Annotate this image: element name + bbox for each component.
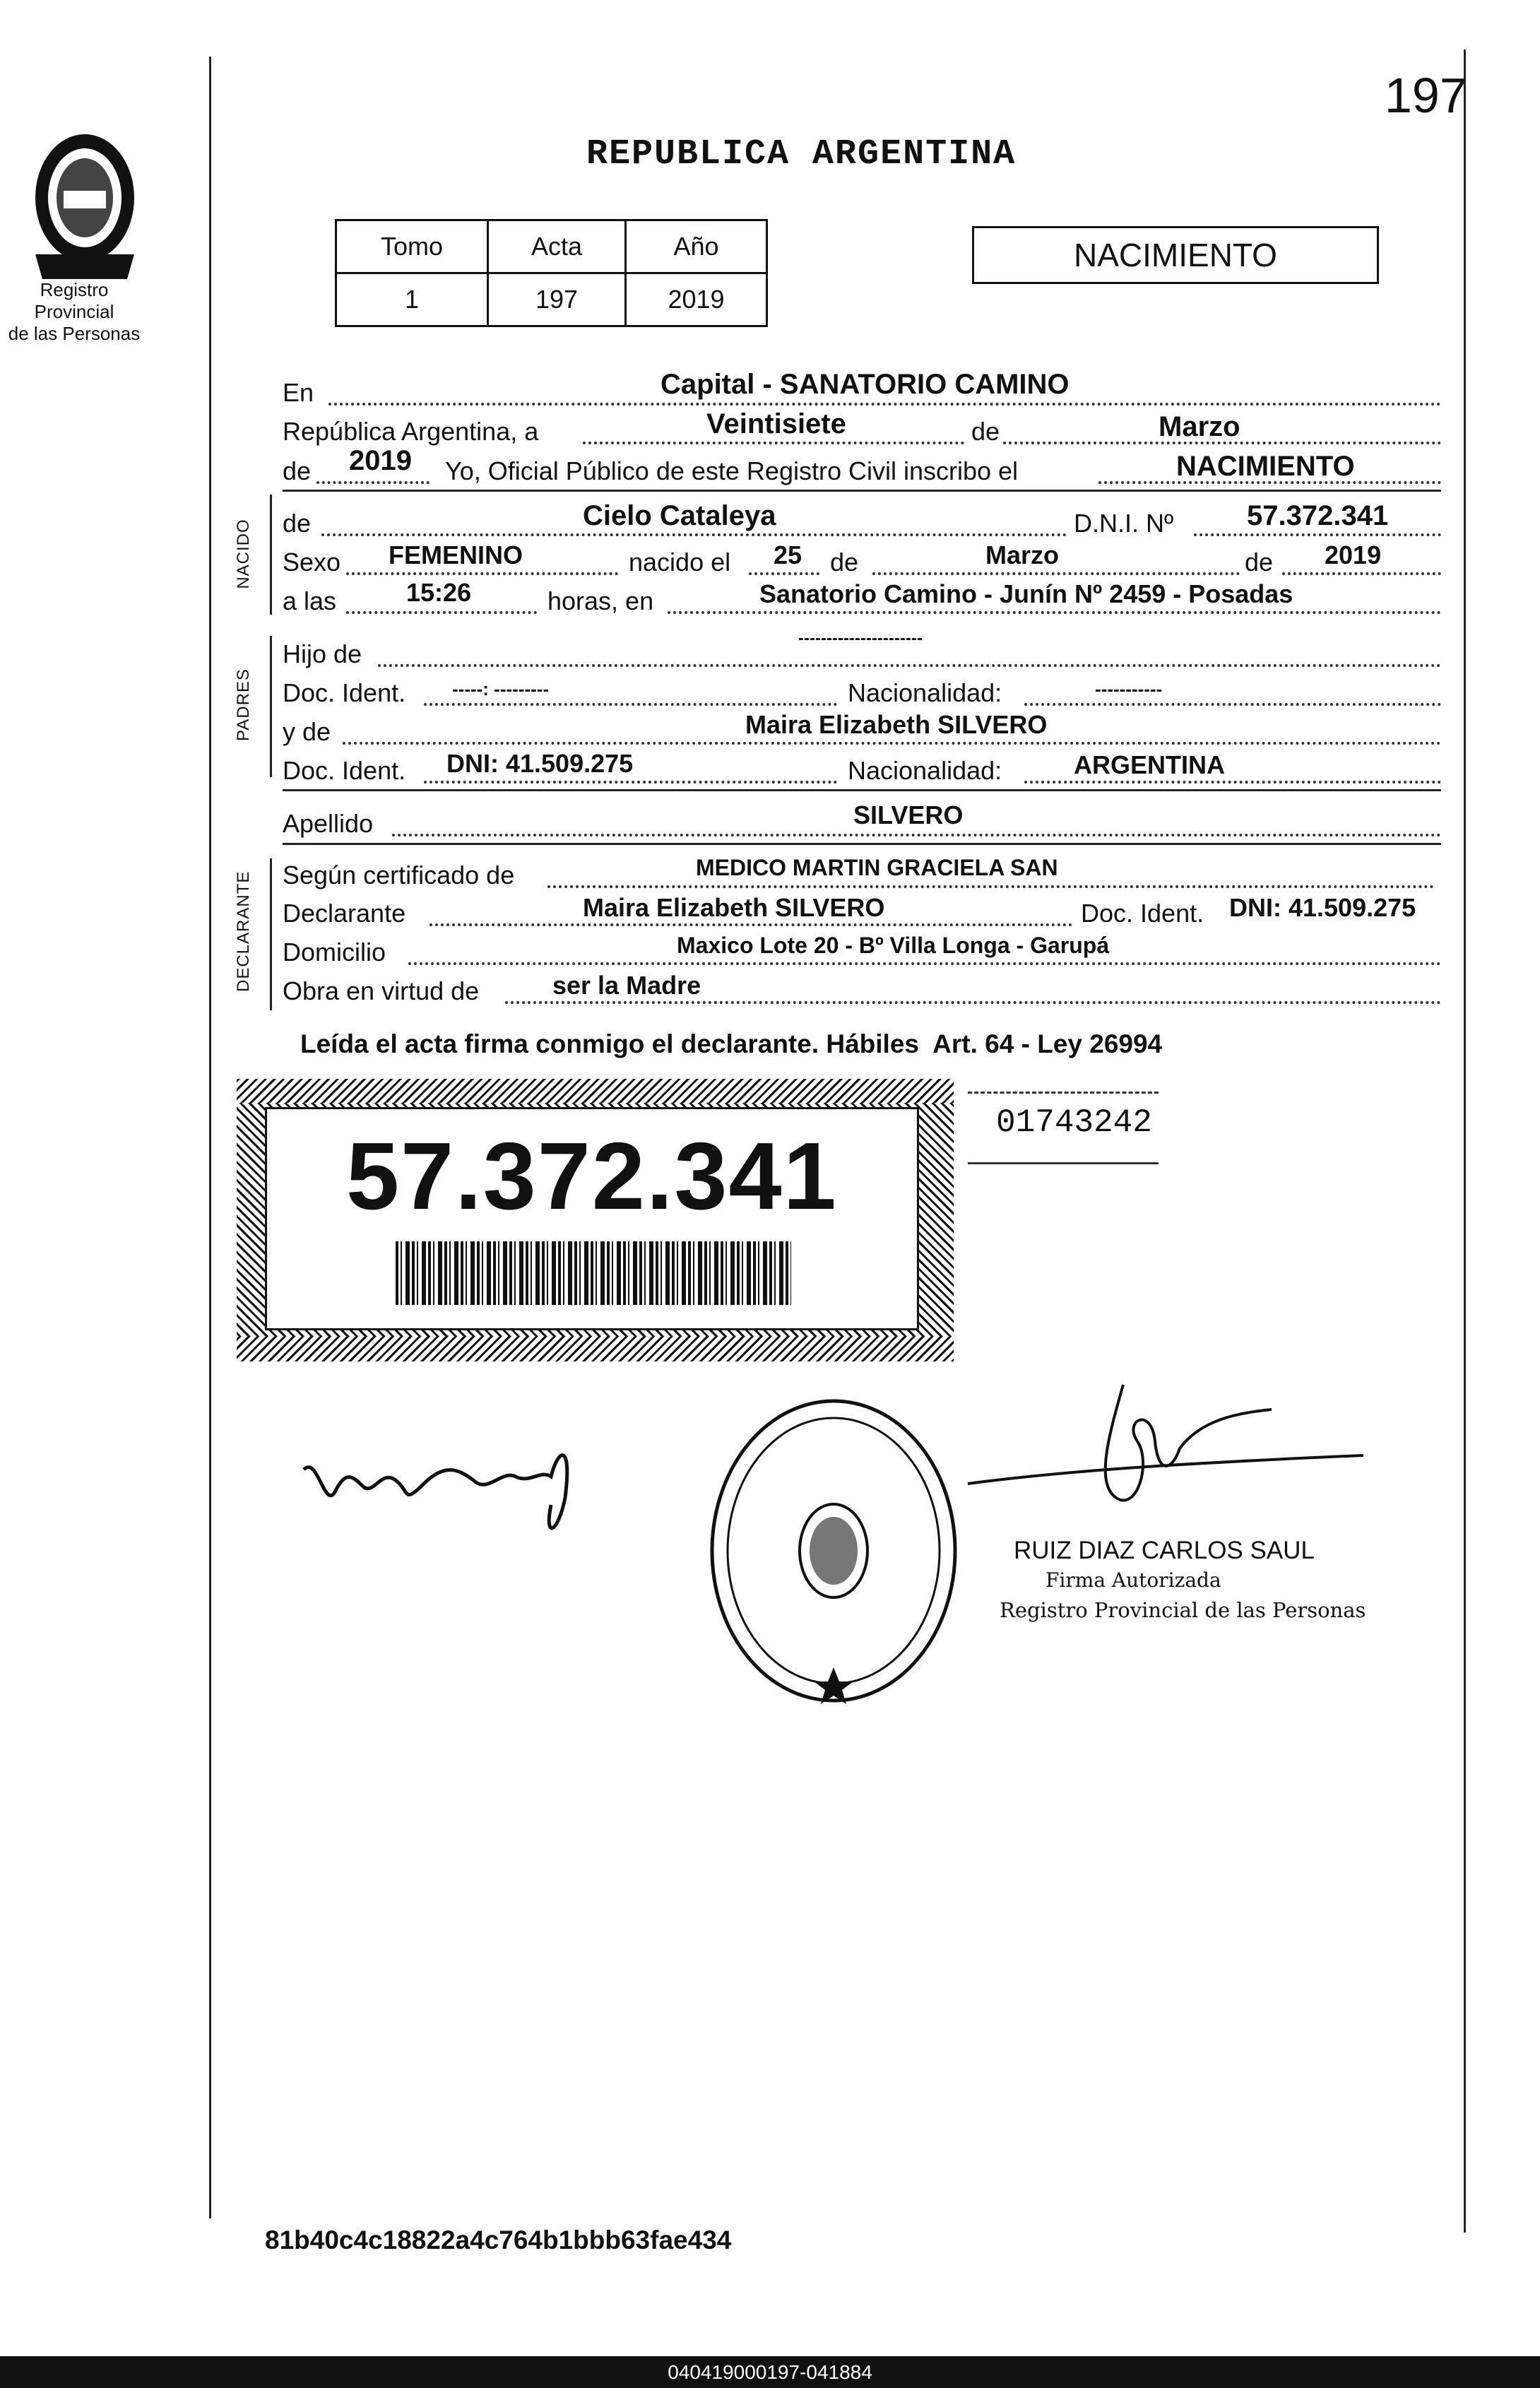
dotline-declarante xyxy=(430,923,1072,926)
label-de3: de xyxy=(830,548,859,577)
label-de4: de xyxy=(1245,548,1274,577)
page-number: 197 xyxy=(1385,68,1467,123)
label-nacionalidad2: Nacionalidad: xyxy=(848,756,1002,785)
declarante-bracket xyxy=(270,858,272,1010)
label-horas-en: horas, en xyxy=(547,586,654,615)
dotline-obra xyxy=(505,1001,1441,1004)
dotline-domicilio xyxy=(408,962,1441,965)
signature-official xyxy=(968,1378,1363,1533)
value-padre: ---------------------- xyxy=(798,629,923,648)
value-dia-nac: 25 xyxy=(774,540,802,569)
header-anio: Año xyxy=(626,220,767,273)
official-office: Registro Provincial de las Personas xyxy=(1000,1598,1366,1622)
dotline-lugar-nac xyxy=(668,611,1441,614)
label-de2: de xyxy=(283,456,312,485)
register-table xyxy=(335,219,768,327)
official-role: Firma Autorizada xyxy=(1046,1568,1221,1592)
dotline-dni xyxy=(1194,533,1441,536)
label-apellido: Apellido xyxy=(283,809,374,838)
value-madre: Maira Elizabeth SILVERO xyxy=(745,710,1048,739)
label-declarante: Declarante xyxy=(283,899,406,928)
value-obra: ser la Madre xyxy=(552,971,701,1000)
label-y-de: y de xyxy=(283,717,331,746)
round-seal xyxy=(706,1395,961,1706)
logo-caption xyxy=(0,279,148,345)
value-anio: 2019 xyxy=(349,445,412,476)
value-doc-declarante: DNI: 41.509.275 xyxy=(1229,893,1416,922)
divider-1 xyxy=(283,490,1441,492)
dotline-dia-nac xyxy=(749,572,819,575)
dni-card xyxy=(237,1079,954,1361)
dni-barcode xyxy=(396,1241,791,1305)
label-a-las: a las xyxy=(283,586,337,615)
stamp-number-box xyxy=(968,1092,1159,1169)
value-declarante: Maira Elizabeth SILVERO xyxy=(583,893,885,922)
dotline-anio xyxy=(316,481,430,484)
value-mes: Marzo xyxy=(1159,411,1240,442)
left-margin-line xyxy=(209,57,211,2218)
value-certificado: MEDICO MARTIN GRACIELA SAN xyxy=(696,855,1058,880)
value-doc-padre: -----: --------- xyxy=(452,678,550,699)
document-type-box xyxy=(972,226,1379,284)
value-lugar-nac: Sanatorio Camino - Junín Nº 2459 - Posadas xyxy=(759,579,1293,608)
dotline-mes-nac xyxy=(872,572,1240,575)
page-title: REPUBLICA ARGENTINA xyxy=(586,134,1017,175)
value-nac-madre: ARGENTINA xyxy=(1074,750,1225,779)
footer-statement: Leída el acta firma conmigo el declarante. Hábiles Art. 64 - Ley 26994 xyxy=(300,1029,1163,1058)
label-republica: República Argentina, a xyxy=(283,417,539,446)
official-name: RUIZ DIAZ CARLOS SAUL xyxy=(1014,1537,1315,1564)
label-domicilio: Domicilio xyxy=(283,938,386,967)
divider-2 xyxy=(283,789,1441,791)
value-tomo: 1 xyxy=(336,273,488,326)
table-header-row xyxy=(336,220,767,273)
dotline-hora xyxy=(346,611,537,614)
label-dni: D.N.I. Nº xyxy=(1074,509,1174,538)
document-type: NACIMIENTO xyxy=(1074,237,1277,273)
value-doc-madre: DNI: 41.509.275 xyxy=(446,749,634,778)
divider-3 xyxy=(283,843,1441,845)
nacido-bracket xyxy=(270,495,272,615)
label-nacido-el: nacido el xyxy=(629,548,731,577)
dotline-doc-padre xyxy=(424,703,837,706)
value-anio: 2019 xyxy=(626,273,767,326)
padres-bracket xyxy=(270,636,272,777)
label-doc-ident1: Doc. Ident. xyxy=(283,678,406,707)
section-declarante: DECLARANTE xyxy=(234,870,253,992)
value-tipo: NACIMIENTO xyxy=(1176,451,1355,482)
dotline-padre xyxy=(378,664,1441,667)
label-sexo: Sexo xyxy=(283,548,341,577)
label-de-nombre: de xyxy=(283,509,312,538)
label-yo-oficial: Yo, Oficial Público de este Registro Civil inscribo el xyxy=(445,456,1019,485)
value-sexo: FEMENINO xyxy=(389,540,523,569)
dotline-doc-madre xyxy=(424,781,837,784)
dotline-madre xyxy=(343,742,1441,745)
section-nacido: NACIDO xyxy=(234,519,253,589)
value-apellido: SILVERO xyxy=(853,800,964,829)
header-tomo: Tomo xyxy=(336,220,488,273)
dotline-certificado xyxy=(547,885,1434,888)
label-en: En xyxy=(283,378,314,407)
label-hijo-de: Hijo de xyxy=(283,639,362,668)
value-domicilio: Maxico Lote 20 - Bº Villa Longa - Garupá xyxy=(677,933,1110,958)
logo-caption-line1: Registro Provincial xyxy=(34,279,114,322)
value-lugar: Capital - SANATORIO CAMINO xyxy=(661,369,1070,400)
value-anio-nac: 2019 xyxy=(1325,540,1382,569)
value-nac-padre: ----------- xyxy=(1095,678,1163,699)
dotline-sexo xyxy=(346,572,618,575)
dotline-nac-madre xyxy=(1024,781,1441,784)
dotline-nombre xyxy=(321,533,1067,536)
dotline-dia xyxy=(583,442,964,444)
label-segun-cert: Según certificado de xyxy=(283,861,515,889)
label-doc-ident2: Doc. Ident. xyxy=(283,756,406,785)
value-hora: 15:26 xyxy=(406,578,472,607)
dotline-en xyxy=(328,403,1441,406)
dotline-apellido xyxy=(392,834,1441,837)
document-hash: 81b40c4c18822a4c764b1bbb63fae434 xyxy=(265,2226,732,2254)
value-acta: 197 xyxy=(488,273,626,326)
province-logo xyxy=(21,120,148,290)
stamp-number: 01743242 xyxy=(996,1104,1152,1141)
section-padres: PADRES xyxy=(234,668,253,741)
dotline-nac-padre xyxy=(1024,703,1441,706)
logo-caption-line2: de las Personas xyxy=(8,323,141,344)
bottom-band xyxy=(0,2356,1540,2388)
header-acta: Acta xyxy=(488,220,626,273)
signature-left xyxy=(297,1427,608,1547)
value-nombre: Cielo Cataleya xyxy=(583,500,776,531)
value-dia-letras: Veintisiete xyxy=(706,408,846,439)
label-obra: Obra en virtud de xyxy=(283,976,480,1005)
bottom-code: 040419000197-041884 xyxy=(668,2361,872,2383)
label-nacionalidad1: Nacionalidad: xyxy=(848,678,1002,707)
label-doc-ident3: Doc. Ident. xyxy=(1081,899,1204,928)
value-dni: 57.372.341 xyxy=(1247,500,1389,531)
value-mes-nac: Marzo xyxy=(985,540,1060,569)
table-value-row xyxy=(336,273,767,326)
right-margin-line xyxy=(1464,49,1466,2233)
dni-card-number: 57.372.341 xyxy=(346,1123,838,1229)
dotline-anio-nac xyxy=(1282,572,1441,575)
label-de1: de xyxy=(971,417,1000,446)
